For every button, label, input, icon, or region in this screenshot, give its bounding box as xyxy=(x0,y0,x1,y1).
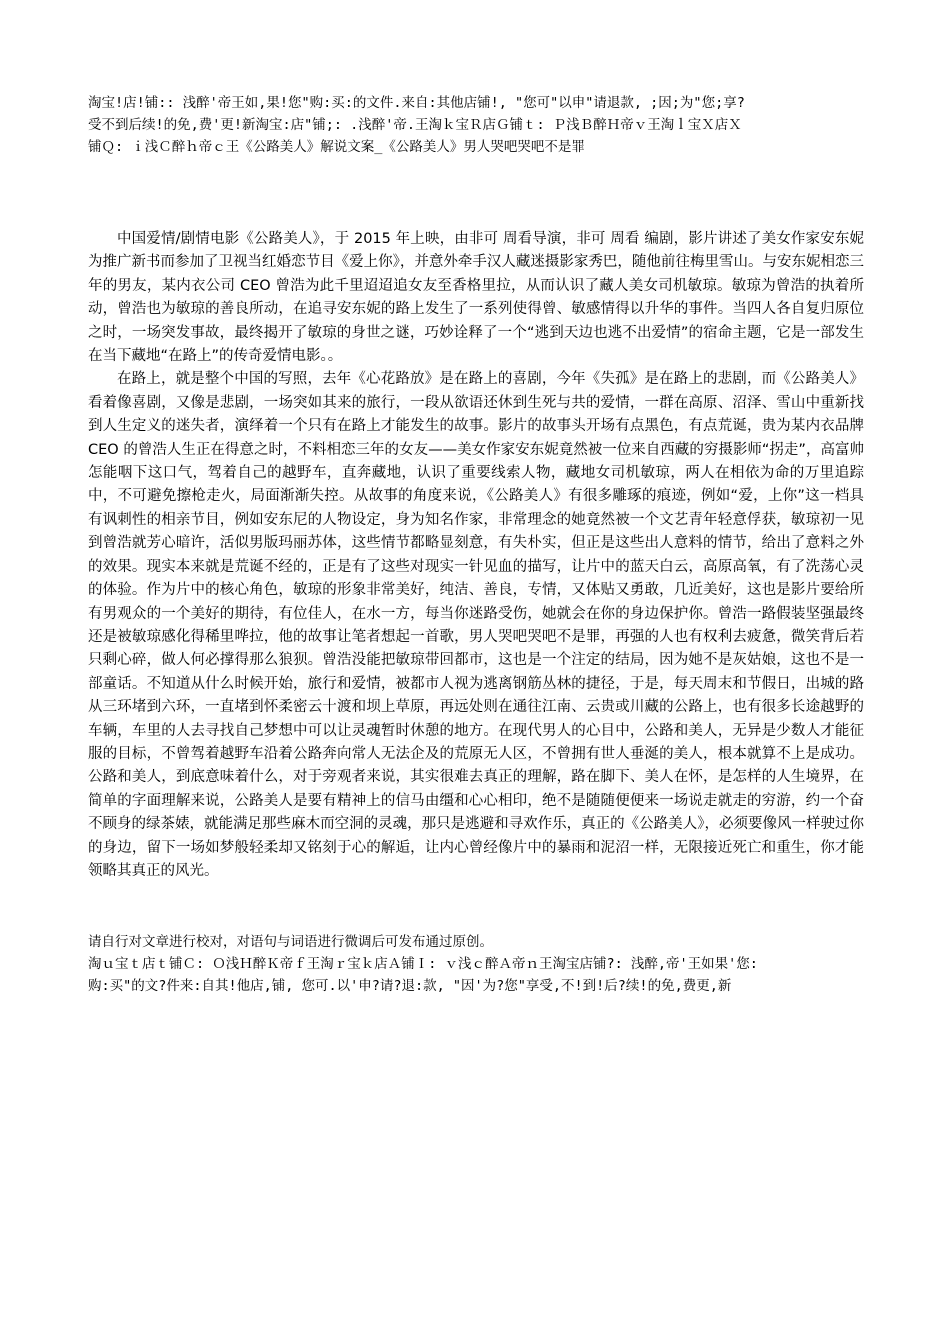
document-page xyxy=(88,92,864,997)
footer-note: 请自行对文章进行校对，对语句与词语进行微调后可发布通过原创。 xyxy=(88,934,493,951)
footer-text xyxy=(88,931,864,997)
header-text xyxy=(88,92,864,158)
article-paragraph: 在路上，就是整个中国的写照，去年《心花路放》是在路上的喜剧，今年《失孤》是在路上的悲剧，而《公路美人》看着像喜剧，又像是悲剧，一场突如其来的旅行，一段从欲语还休到生死与共的爱情，一群在高原、沼泽、雪山中重新找到人生定义的迷失者，演绎着一个只有在路上才能发生的故事。影片的故事头开场有点黑色，有点荒诞，贵为某内衣品牌 CEO 的曾浩人生正在得意之时，不料相恋三年的女友——美女作家安东妮竟然被一位来自西藏的穷摄影师“拐走”，高富帅怎能咽下这口气，驾着自己的越野车，直奔藏地，认识了重要线索人物，藏地女司机敏琼，两人在相依为命的万里追踪中，不可避免擦枪走火，局面渐渐失控。从故事的角度来说，《公路美人》有很多雕琢的痕迹，例如“爱，上你”这一档具有讽刺性的相亲节目，例如安东尼的人物设定，身为知名作家，非常理念的她竟然被一个文艺青年轻意俘获，敏琼初一见到曾浩就芳心暗许，活似男版玛丽苏体，这些情节都略显刻意，有失朴实，但正是这些出人意料的情节，给出了意料之外的效果。现实本来就是荒诞不经的，正是有了这些对现实一针见血的描写，让片中的蓝天白云，高原高氧，有了洗荡心灵的体验。作为片中的核心角色，敏琼的形象非常美好，纯洁、善良，专情，又体贴又勇敢，几近美好，这也是影片要给所有男观众的一个美好的期待，有位佳人，在水一方，每当你迷路受伤，她就会在你的身边保护你。曾浩一路假装坚强最终还是被敏琼感化得稀里哗拉，他的故事让笔者想起一首歌，男人哭吧哭吧不是罪，再强的人也有权利去疲惫，微笑背后若只剩心碎，做人何必撑得那么狼狈。曾浩没能把敏琼带回都市，这也是一个注定的结局，因为她不是灰姑娘，这也不是一部童话。不知道从什么时候开始，旅行和爱情，被都市人视为逃离钢筋丛林的捷径，于是，每天周末和节假日，出城的路从三环堵到六环，一直堵到怀柔密云十渡和坝上草原，再远处则在通往江南、云贵或川藏的公路上，也有很多长途越野的车辆，车里的人去寻找自己梦想中可以让灵魂暂时休憩的地方。在现代男人的心目中，公路和美人，无异是少数人才能征服的目标，不曾驾着越野车沿着公路奔向常人无法企及的荒原无人区，不曾拥有世人垂涎的美人，根本就算不上是成功。公路和美人，到底意味着什么，对于旁观者来说，其实很难去真正的理解，路在脚下、美人在怀，是怎样的人生境界，在简单的字面理解来说，公路美人是要有精神上的信马由缰和心心相印，绝不是随随便便来一场说走就走的穷游，约一个奋不顾身的绿茶婊，就能满足那些麻木而空洞的灵魂，那只是逃避和寻欢作乐，真正的《公路美人》，必须要像风一样驶过你的身边，留下一场如梦般轻柔却又铭刻于心的解逅，让内心曾经像片中的暴雨和泥沼一样，无限接近死亡和重生，你才能领略其真正的风光。 xyxy=(88,371,864,879)
article-paragraph: 中国爱情/剧情电影《公路美人》，于 2015 年上映，由非可 周看导演，非可 周看 编剧，影片讲述了美女作家安东妮为推广新书而参加了卫视当红婚恋节目《爱上你》，并意外牵手汉人藏迷摄影家秀巴，随他前往梅里雪山。与安东妮相恋三年的男友，某内衣公司 CEO 曾浩为此千里迢迢追女友至香格里拉，从而认识了藏人美女司机敏琼。敏琼为曾浩的执着所动，曾浩也为敏琼的善良所动，在追寻安东妮的路上发生了一系列使得曾、敏感情得以升华的事件。当四人各自复归原位之时，一场突发事故，最终揭开了敏琼的身世之谜，巧妙诠释了一个“逃到天边也逃不出爱情”的宿命主题，它是一部发生在当下藏地“在路上”的传奇爱情电影。。 xyxy=(88,231,864,365)
footer-line: 购:买"的文?件来:自其!他店,铺, 您可.以'申?请?退:款, "因'为?您"享受,不!到!后?续!的免,费更,新 xyxy=(88,978,732,995)
header-line: 受不到后续!的免,费'更!新淘宝:店"铺;: .浅醉'帝.王淘ｋ宝Ｒ店Ｇ铺ｔ: Ｐ浅Ｂ醉Ｈ帝ｖ王淘ｌ宝Ｘ店Ｘ xyxy=(88,117,742,133)
article-body xyxy=(88,228,864,883)
header-line: 铺Ｑ: ｉ浅Ｃ醉ｈ帝ｃ王《公路美人》解说文案_《公路美人》男人哭吧哭吧不是罪 xyxy=(88,139,585,155)
footer-line: 淘ｕ宝ｔ店ｔ铺Ｃ: Ｏ浅Ｈ醉Ｋ帝ｆ王淘ｒ宝ｋ店Ａ铺Ｉ: ｖ浅ｃ醉Ａ帝ｎ王淘宝店铺?: 浅醉,帝'王如果'您: xyxy=(88,956,758,973)
header-line: 淘宝!店!铺:: 浅醉'帝王如,果!您"购:买:的文件.来自:其他店铺!, "您可"以申"请退款, ;因;为"您;享? xyxy=(88,95,745,111)
